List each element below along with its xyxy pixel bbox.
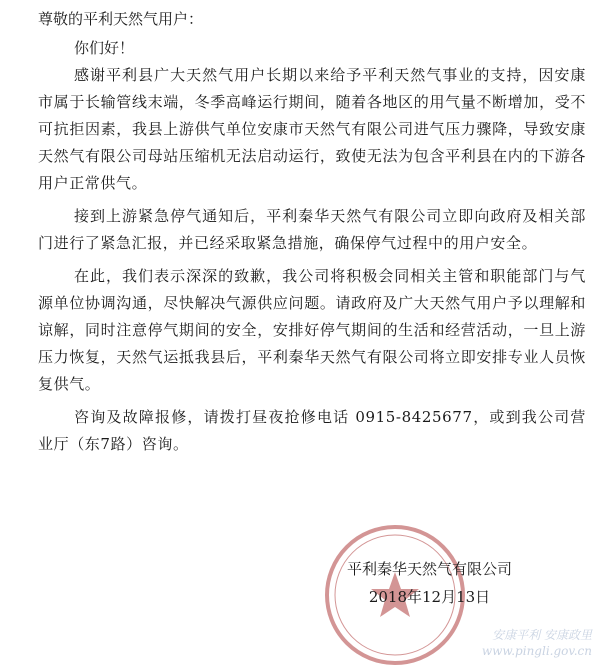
signature-date: 2018年12月13日 xyxy=(368,588,491,606)
greeting: 你们好！ xyxy=(74,39,135,57)
watermark-line-1: 安康平利 安康政里 xyxy=(492,628,592,642)
signature-company: 平利秦华天然气有限公司 xyxy=(346,560,512,578)
watermark-line-2: www.pingli.gov.cn xyxy=(481,644,592,658)
salutation: 尊敬的平利天然气用户： xyxy=(38,10,204,28)
letter-body xyxy=(38,6,586,458)
signature-block xyxy=(347,555,512,611)
paragraph-2: 接到上游紧急停气通知后，平利秦华天然气有限公司立即向政府及相关部门进行了紧急汇报，并已经采取紧急措施，确保停气过程中的用户安全。 xyxy=(38,207,586,252)
paragraph-3: 在此，我们表示深深的致歉，我公司将积极会同相关主管和职能部门与气源单位协调沟通，尽快解决气源供应问题。请政府及广大天然气用户予以理解和谅解，同时注意停气期间的安全，安排好停气期间的生活和经营活动，一旦上游压力恢复，天然气运抵我县后，平利秦华天然气有限公司将立即安排专业人员恢复供气。 xyxy=(38,267,586,393)
paragraph-4: 咨询及故障报修，请拨打昼夜抢修电话 0915-8425677，或到我公司营业厅（东7路）咨询。 xyxy=(38,408,586,453)
paragraph-1: 感谢平利县广大天然气用户长期以来给予平利天然气事业的支持，因安康市属于长输管线末端，冬季高峰运行期间，随着各地区的用气量不断增加，受不可抗拒因素，我县上游供气单位安康市天然气有限公司进气压力骤降，导致安康天然气有限公司母站压缩机无法启动运行，致使无法为包含平利县在内的下游各用户正常供气。 xyxy=(38,66,586,192)
site-watermark xyxy=(482,627,592,659)
